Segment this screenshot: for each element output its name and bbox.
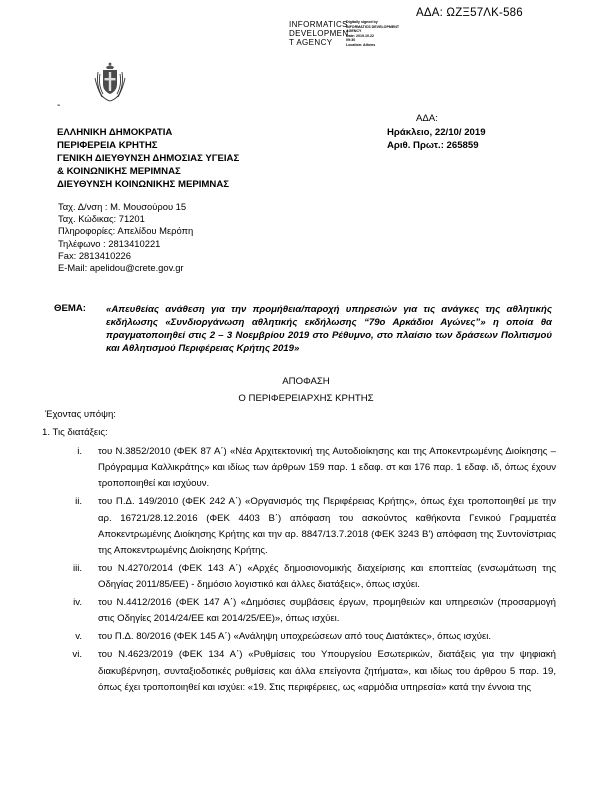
authority-line: ΔΙΕΥΘΥΝΣΗ ΚΟΙΝΩΝΙΚΗΣ ΜΕΡΙΜΝΑΣ: [57, 179, 230, 190]
list-item-text: του Ν.4270/2014 (ΦΕΚ 143 Α΄) «Αρχές δημοσιονομικής διαχείρισης και εποπτείας (ενσωμάτωση της Οδηγίας 2011/85/ΕΕ) - δημόσιο λογιστικό και άλλες διατάξεις», όπως ισχύει.: [98, 563, 556, 591]
digital-signature-details: [346, 20, 399, 48]
signature-detail-line: AGENCY: [346, 29, 362, 34]
provisions-list: [46, 444, 556, 698]
contact-fax: Fax: 2813410226: [58, 249, 131, 261]
signature-detail-line: Location: Athens: [346, 42, 376, 47]
agency-line: T AGENCY: [289, 38, 333, 47]
authority-line: ΓΕΝΙΚΗ ΔΙΕΥΘΥΝΣΗ ΔΗΜΟΣΙΑΣ ΥΓΕΙΑΣ: [57, 153, 240, 164]
contact-postal-code: Ταχ. Κώδικας: 71201: [58, 213, 145, 225]
header-dash: -: [57, 100, 61, 111]
provisions-heading: 1. Τις διατάξεις:: [42, 427, 108, 438]
list-item-number: iv.: [73, 597, 82, 609]
list-item: [46, 561, 556, 593]
agency-line: DEVELOPMEN: [289, 29, 349, 38]
signature-detail-line: 09:30: [346, 38, 356, 43]
list-item-number: i.: [77, 446, 82, 457]
contact-person: Πληροφορίες: Απελίδου Μερόπη: [58, 225, 194, 237]
list-item-number: iii.: [72, 563, 82, 575]
list-item-number: vi.: [72, 649, 82, 661]
list-item: [46, 494, 556, 559]
subject-label: ΘΕΜΑ:: [54, 303, 86, 314]
place-date: Ηράκλειο, 22/10/ 2019: [387, 127, 486, 138]
signature-detail-line: Date: 2019.10.22: [346, 33, 374, 38]
issuing-authority-block: [57, 126, 239, 191]
contact-phone: Τηλέφωνο : 2813410221: [58, 237, 161, 249]
list-item-text: του Ν.4623/2019 (ΦΕΚ 134 Α΄) «Ρυθμίσεις του Υπουργείου Εσωτερικών, διατάξεις για την ψηφιακή διακυβέρνηση, συνταξιοδοτικές ρυθμίσεις και άλλα επείγοντα ζητήματα», και ιδίως του άρθρου 5 παρ. 19, όπως έχει τροποποιηθεί και ισχύει: «19. Στις περιφέρειες, ως «αρμόδια υπηρεσία» κατά την έννοια της: [98, 649, 556, 693]
list-item-text: του Ν.4412/2016 (ΦΕΚ 147 Α΄) «Δημόσιες συμβάσεις έργων, προμηθειών και υπηρεσιών (προσαρμογή στις Οδηγίες 2014/24/ΕΕ και 2014/25/ΕΕ)», όπως ισχύει.: [98, 597, 556, 625]
agency-line: INFORMATICS: [289, 20, 348, 29]
list-item-number: v.: [75, 631, 82, 643]
signature-agency-block: [289, 20, 349, 47]
considerations-intro: Έχοντας υπόψη:: [45, 409, 116, 420]
document-meta: [387, 126, 486, 152]
signature-detail-line: INFORMATICS DEVELOPMENT: [346, 24, 400, 29]
contact-details: [58, 201, 193, 274]
subject-text: «Απευθείας ανάθεση για την προμήθεια/παροχή υπηρεσιών για τις ανάγκες της αθλητικής εκδήλωσης «Συνδιοργάνωση αθλητικής εκδήλωσης “79ο Αρκάδιοι Αγώνες”» η οποία θα πραγματοποιηθεί στις 2 – 3 Νοεμβρίου 2019 στο Ρέθυμνο, στο πλαίσιο των δράσεων Πολιτισμού και Αθλητισμού Περιφέρειας Κρήτης 2019»: [106, 304, 552, 354]
authority-line: ΕΛΛΗΝΙΚΗ ΔΗΜΟΚΡΑΤΙΑ: [57, 127, 173, 138]
list-item: [46, 595, 556, 627]
contact-email: E-Mail: apelidou@crete.gov.gr: [58, 262, 184, 274]
authority-line: ΠΕΡΙΦΕΡΕΙΑ ΚΡΗΤΗΣ: [57, 140, 158, 151]
list-item-text: του Π.Δ. 80/2016 (ΦΕΚ 145 Α΄) «Ανάληψη υποχρεώσεων από τους Διατάκτες», όπως ισχύει.: [98, 631, 492, 643]
protocol-number: Αριθ. Πρωτ.: 265859: [387, 140, 479, 151]
list-item-text: του Π.Δ. 149/2010 (ΦΕΚ 242 Α΄) «Οργανισμός της Περιφέρειας Κρήτης», όπως έχει τροποποιηθεί με την αρ. 16721/28.12.2016 (ΦΕΚ 4403 Β΄) απόφαση του ασκούντος καθήκοντα Γενικού Γραμματέα Αποκεντρωμένης Διοίκησης Κρήτης και την αρ. 8847/13.7.2018 (ΦΕΚ 3243 Β') απόφαση της Συντονίστριας της Αποκεντρωμένης Διοίκησης Κρήτης.: [98, 496, 556, 557]
list-item: [46, 444, 556, 493]
ada-code-header: ΑΔΑ: ΩΖΞ57ΛΚ-586: [416, 7, 523, 19]
authority-line: & ΚΟΙΝΩΝΙΚΗΣ ΜΕΡΙΜΝΑΣ: [57, 166, 181, 177]
list-item: [46, 647, 556, 696]
list-item-text: του Ν.3852/2010 (ΦΕΚ 87 Α΄) «Νέα Αρχιτεκτονική της Αυτοδιοίκησης και της Αποκεντρωμένης Διοίκησης – Πρόγραμμα Καλλικράτης» και ιδίως των άρθρων 159 παρ. 1 εδαφ. στ και 176 παρ. 1 εδαφ. ιδ, όπως έχουν τροποποιηθεί και ισχύουν.: [98, 446, 556, 490]
list-item-number: ii.: [75, 496, 82, 508]
ada-label: ΑΔΑ:: [416, 113, 438, 124]
list-item: [46, 629, 556, 645]
greek-coat-of-arms-icon: [92, 58, 128, 102]
decision-subtitle: Ο ΠΕΡΙΦΕΡΕΙΑΡΧΗΣ ΚΡΗΤΗΣ: [238, 393, 374, 404]
signature-detail-line: Digitally signed by: [346, 20, 378, 24]
decision-title: ΑΠΟΦΑΣΗ: [282, 376, 330, 387]
contact-address: Ταχ. Δ/νση : Μ. Μουσούρου 15: [58, 201, 187, 212]
